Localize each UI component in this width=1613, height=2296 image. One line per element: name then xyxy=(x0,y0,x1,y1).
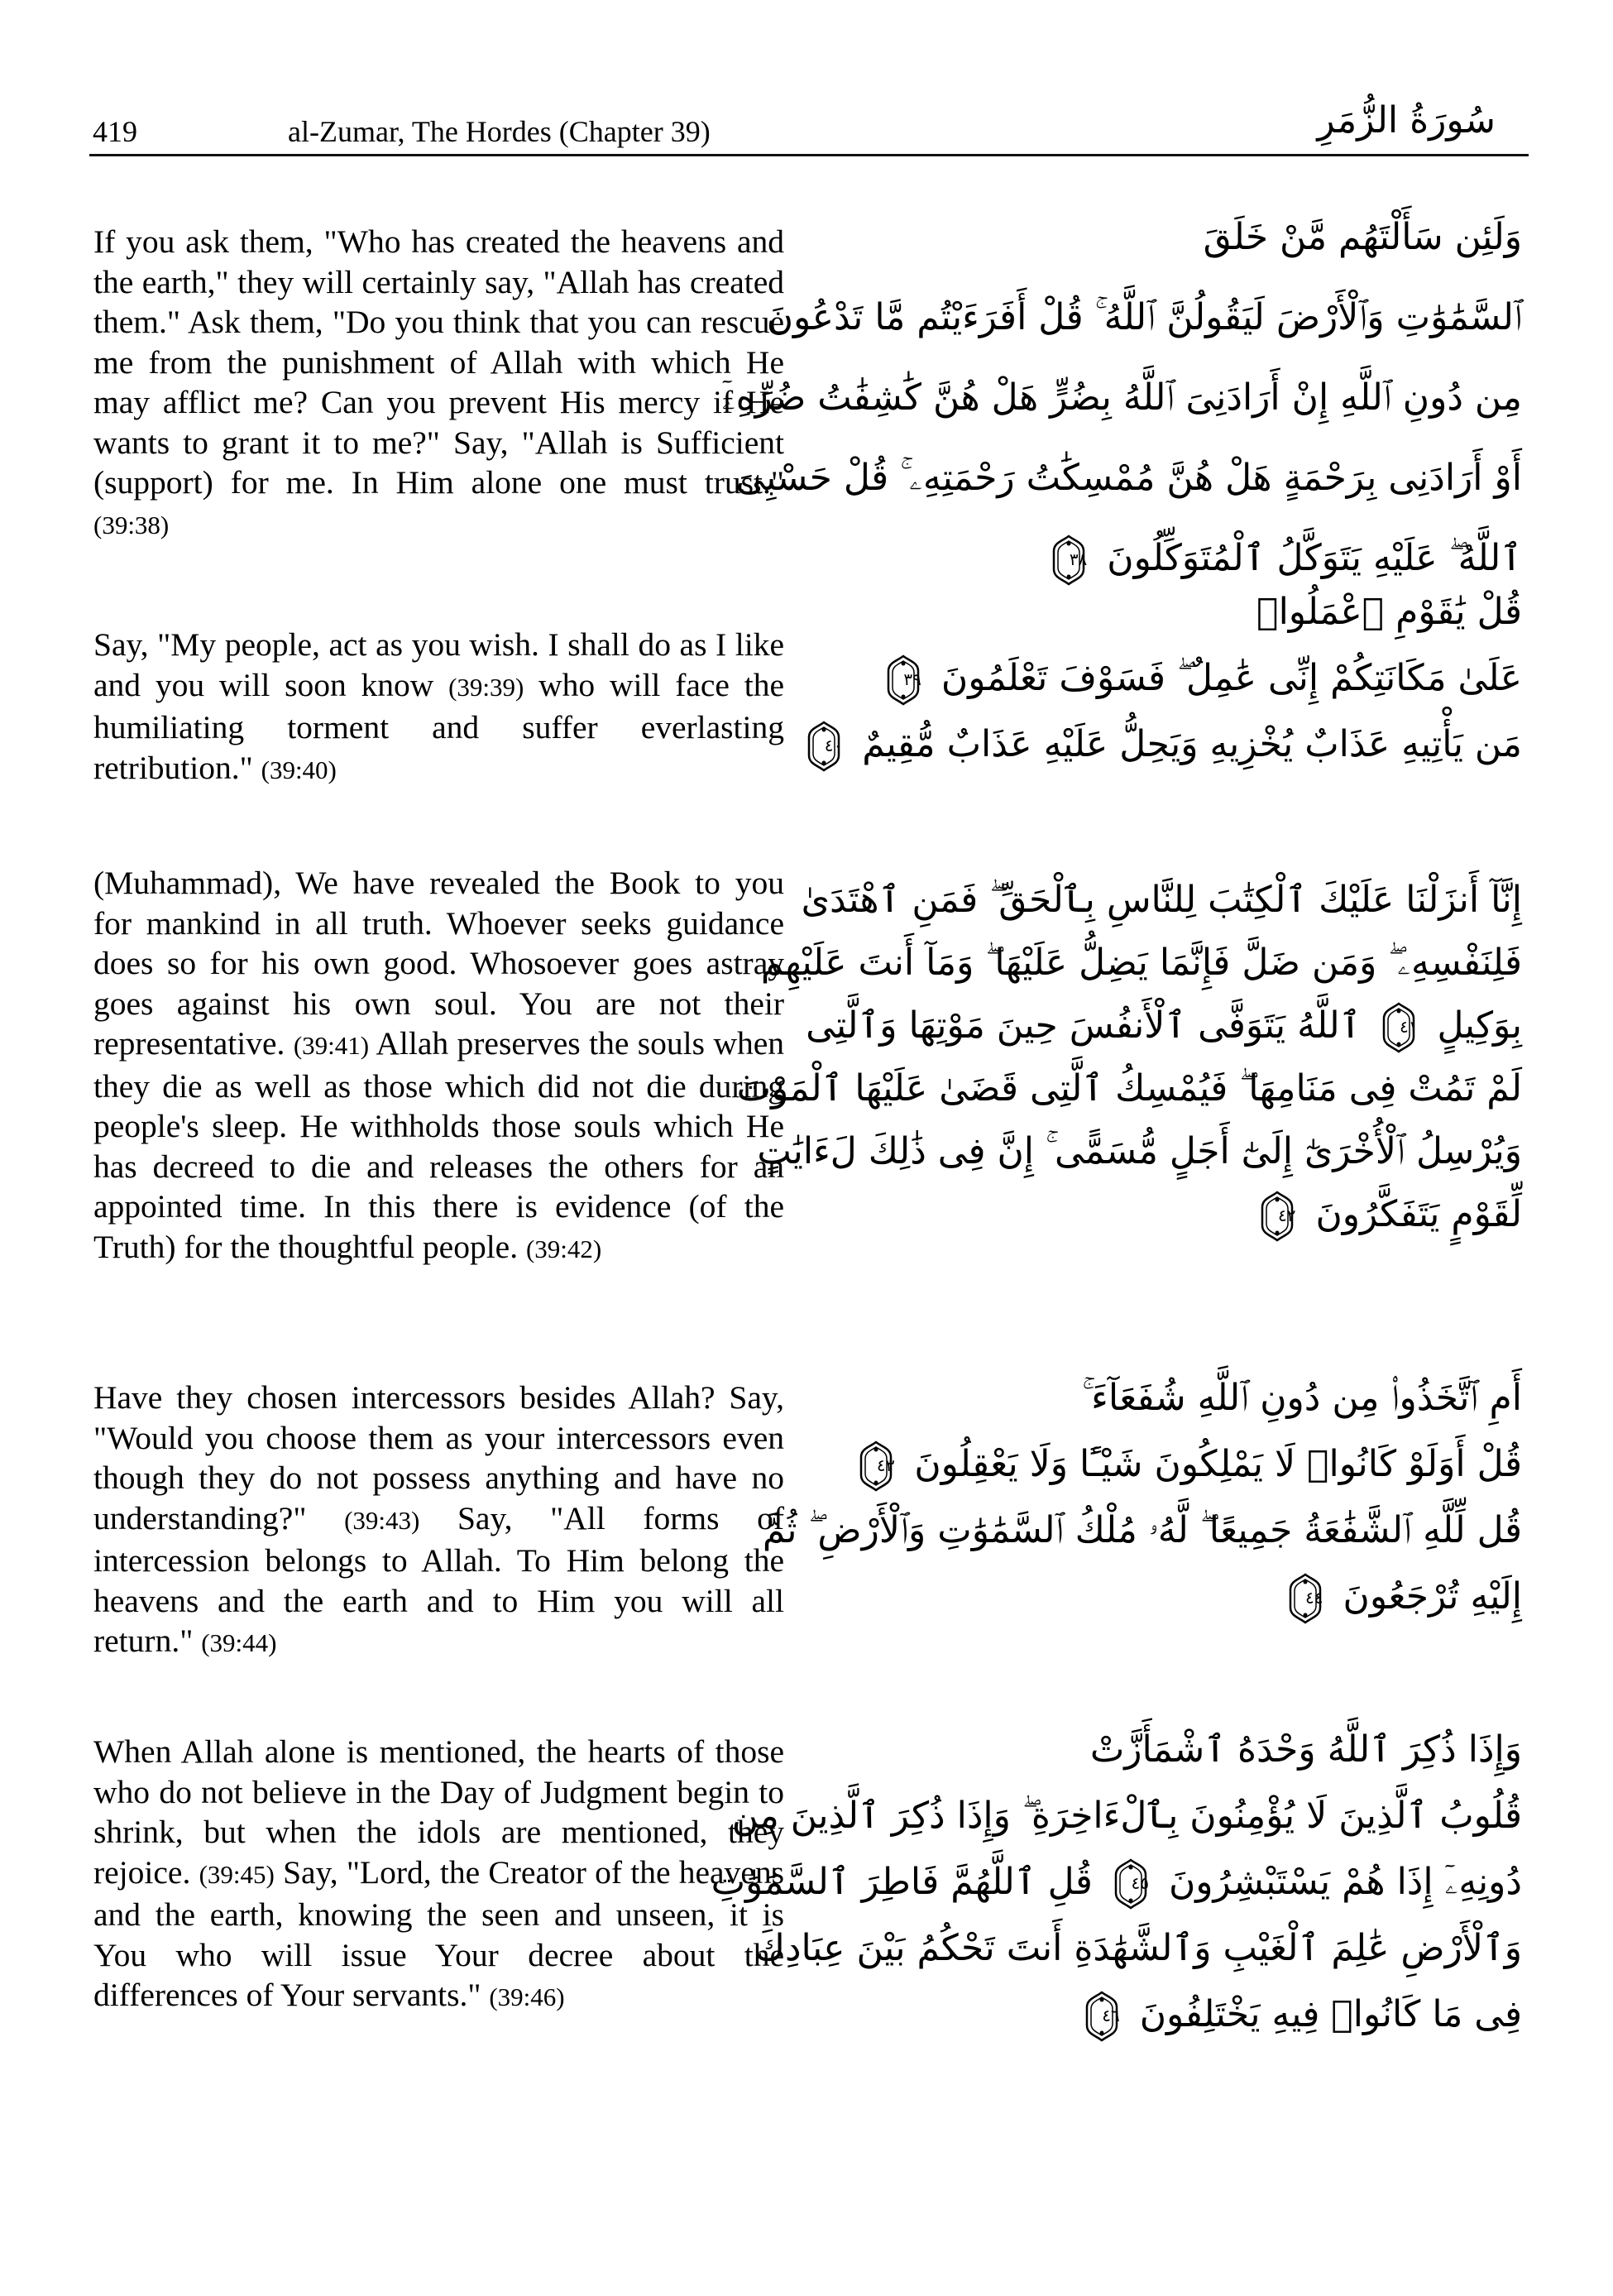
verse-marker-icon: ٤٣ xyxy=(858,1440,894,1492)
arabic-text: أَمِ ٱتَّخَذُوا۟ مِن دُونِ ٱللَّهِ شُفَعَآءَ ۚ قُلْ أَوَلَوْ كَانُوا۟ لَا يَمْلِكُونَ شَيْـًٔا وَلَا يَعْقِلُونَ ٤٣ قُل لِّلَّهِ ٱلشَّفَٰعَةُ جَمِيعًا ۖ لَّهُۥ مُلْكُ ٱلسَّمَٰوَٰتِ وَٱلْأَرْضِ ۖ ثُمَّ إِلَيْهِ تُرْجَعُونَ ٤٤ xyxy=(835,1365,1522,1630)
verse-ref: (39:45) xyxy=(199,1859,275,1889)
verse-ref: (39:41) xyxy=(293,1031,370,1060)
verse-ref: (39:42) xyxy=(525,1234,602,1263)
surah-name-arabic: سُورَةُ الزُّمَرِ xyxy=(1317,99,1496,141)
page-number: 419 xyxy=(93,115,137,148)
english-translation: If you ask them, "Who has created the heavens and the earth," they will certainly say, "Allah has created them." Ask them, "Do you think that you can rescue me from the punishment of Allah with which He may afflict me? Can you prevent His mercy if He wants to grant it to me?" Say, "Allah is Sufficient (support) for me. In Him alone one must trust." (39:38) xyxy=(93,223,784,539)
verse-marker-icon: ٣٨ xyxy=(1051,534,1087,586)
english-translation: Have they chosen intercessors besides Allah? Say, "Would you choose them as your intercessors even though they do not possess anything and have no understanding?" (39:43) Say, "All forms of intercession belongs to Allah. To Him belong the heavens and the earth and to Him you will all return." (39:44) xyxy=(93,1379,784,1659)
verse-marker-icon: ٤٥ xyxy=(1113,1858,1149,1910)
page-header xyxy=(89,99,1529,157)
verse-ref: (39:39) xyxy=(448,672,524,702)
verse-ref: (39:44) xyxy=(201,1628,277,1657)
chapter-title: al-Zumar, The Hordes (Chapter 39) xyxy=(288,115,711,148)
verse-marker-icon: ٤٤ xyxy=(1287,1573,1323,1624)
english-translation: Say, "My people, act as you wish. I shall do as I like and you will soon know (39:39) who will face the humiliating torment and suffer everlasting retribution." (39:40) xyxy=(93,626,784,786)
verse-ref: (39:38) xyxy=(93,510,170,539)
english-translation: (Muhammad), We have revealed the Book to you for mankind in all truth. Whoever seeks guidance does so for his own good. Whosoever goes astray goes against his own soul. You are not their representative. (39:41) Allah preserves the souls when they die as well as those which did not die during people's sleep. He withholds those souls which He has decreed to die and releases the others for an appointed time. In this there is evidence (of the Truth) for the thoughtful people. (39:42) xyxy=(93,865,784,1265)
verse-marker-icon: ٣٩ xyxy=(885,654,921,706)
arabic-text: قُلْ يَٰقَوْمِ ٱعْمَلُوا۟ عَلَىٰ مَكَانَتِكُمْ إِنِّى عَٰمِلٌ ۖ فَسَوْفَ تَعْلَمُونَ ٣٩ مَن يَأْتِيهِ عَذَابٌ يُخْزِيهِ وَيَحِلُّ عَلَيْهِ عَذَابٌ مُّقِيمٌ ٤٠ xyxy=(835,579,1522,778)
verse-ref: (39:40) xyxy=(261,755,337,784)
verse-marker-icon: ٤٢ xyxy=(1259,1191,1295,1242)
header-rule xyxy=(89,154,1529,156)
verse-marker-icon: ٤٠ xyxy=(806,721,842,772)
verse-ref: (39:43) xyxy=(344,1505,420,1535)
english-translation: When Allah alone is mentioned, the hearts of those who do not believe in the Day of Judgment begin to shrink, but when the idols are mentioned, they rejoice. (39:45) Say, "Lord, the Creator of the heavens and the earth, knowing the seen and unseen, it is You who will issue Your decree about the differences of Your servants." (39:46) xyxy=(93,1733,784,2013)
arabic-text: وَلَئِن سَأَلْتَهُم مَّنْ خَلَقَ ٱلسَّمَٰوَٰتِ وَٱلْأَرْضَ لَيَقُولُنَّ ٱللَّهُ ۚ قُلْ أَفَرَءَيْتُم مَّا تَدْعُونَ مِن دُونِ ٱللَّهِ إِنْ أَرَادَنِىَ ٱللَّهُ بِضُرٍّ هَلْ هُنَّ كَٰشِفَٰتُ ضُرِّهِۦٓ أَوْ أَرَادَنِى بِرَحْمَةٍ هَلْ هُنَّ مُمْسِكَٰتُ رَحْمَتِهِۦ ۚ قُلْ حَسْبِىَ ٱللَّهُ ۖ عَلَيْهِ يَتَوَكَّلُ ٱلْمُتَوَكِّلُونَ ٣٨ xyxy=(835,197,1522,598)
verse-ref: (39:46) xyxy=(489,1982,565,2011)
verse-marker-icon: ٤١ xyxy=(1381,1002,1417,1053)
arabic-text: وَإِذَا ذُكِرَ ٱللَّهُ وَحْدَهُ ٱشْمَأَزَّتْ قُلُوبُ ٱلَّذِينَ لَا يُؤْمِنُونَ بِٱلْءَاخِرَةِ ۖ وَإِذَا ذُكِرَ ٱلَّذِينَ مِن دُونِهِۦٓ إِذَا هُمْ يَسْتَبْشِرُونَ ٤٥ قُلِ ٱللَّهُمَّ فَاطِرَ ٱلسَّمَٰوَٰتِ وَٱلْأَرْضِ عَٰلِمَ ٱلْغَيْبِ وَٱلشَّهَٰدَةِ أَنتَ تَحْكُمُ بَيْنَ عِبَادِكَ فِى مَا كَانُوا۟ فِيهِ يَخْتَلِفُونَ ٤٦ xyxy=(835,1717,1522,2048)
verse-marker-icon: ٤٦ xyxy=(1084,1991,1120,2042)
arabic-text: إِنَّآ أَنزَلْنَا عَلَيْكَ ٱلْكِتَٰبَ لِلنَّاسِ بِٱلْحَقِّ ۖ فَمَنِ ٱهْتَدَىٰ فَلِنَفْسِهِۦ ۖ وَمَن ضَلَّ فَإِنَّمَا يَضِلُّ عَلَيْهَا ۖ وَمَآ أَنتَ عَلَيْهِم بِوَكِيلٍ ٤١ ٱللَّهُ يَتَوَفَّى ٱلْأَنفُسَ حِينَ مَوْتِهَا وَٱلَّتِى لَمْ تَمُتْ فِى مَنَامِهَا ۖ فَيُمْسِكُ ٱلَّتِى قَضَىٰ عَلَيْهَا ٱلْمَوْتَ وَيُرْسِلُ ٱلْأُخْرَىٰٓ إِلَىٰٓ أَجَلٍ مُّسَمًّى ۚ إِنَّ فِى ذَٰلِكَ لَءَايَٰتٍ لِّقَوْمٍ يَتَفَكَّرُونَ ٤٢ xyxy=(835,869,1522,1246)
